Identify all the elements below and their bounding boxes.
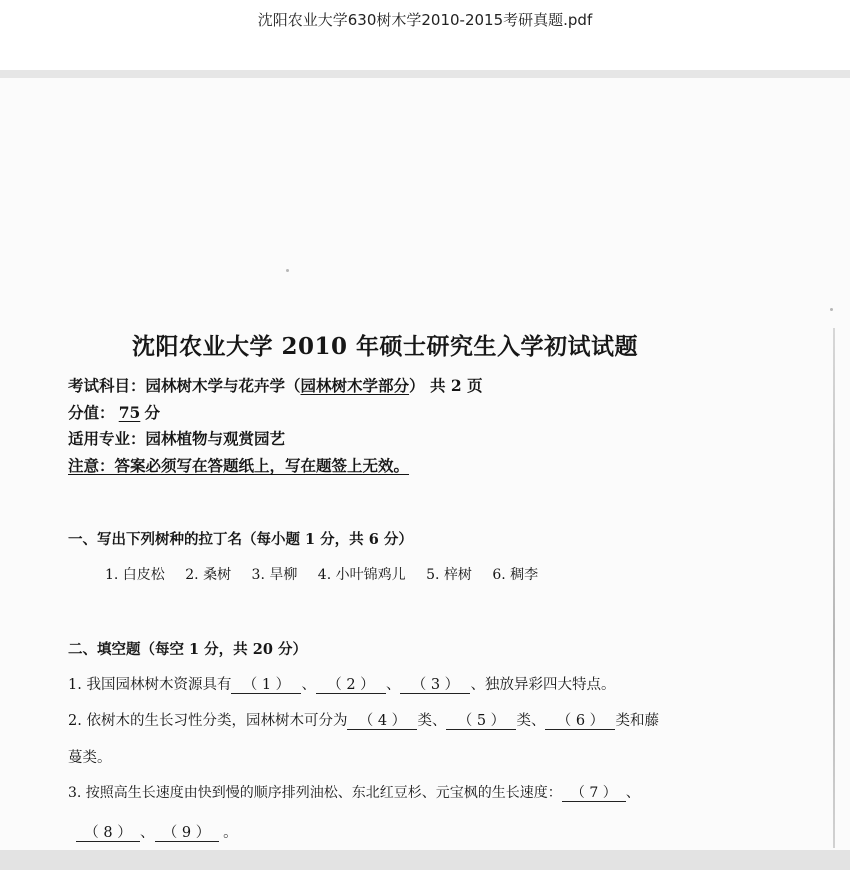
blank-1: （ 1 ） [231, 677, 301, 694]
blank-8: （ 8 ） [76, 825, 140, 842]
species-item: 5. 梓树 [426, 567, 472, 583]
score-value: 75 [118, 403, 141, 422]
exam-notice: 注意：答案必须写在答题纸上，写在题签上无效。 [68, 456, 410, 475]
blank-4: （ 4 ） [347, 713, 417, 730]
section-2-heading: 二、填空题（每空 1 分，共 20 分） [68, 641, 307, 658]
q1-suffix: 、独放异彩四大特点。 [470, 677, 616, 693]
q2-text-part: 类和藤 [615, 713, 659, 729]
subject-text: 园林树木学与花卉学（ [145, 376, 301, 395]
pdf-page [0, 78, 850, 850]
document-title: 沈阳农业大学630树木学2010-2015考研真题.pdf [257, 11, 593, 29]
question-1 [68, 673, 615, 694]
blank-3: （ 3 ） [400, 677, 470, 694]
q1-separator: 、 [385, 677, 401, 693]
exam-subject-line [68, 374, 483, 396]
species-list [105, 564, 554, 584]
section-1-heading: 一、写出下列树种的拉丁名（每小题 1 分，共 6 分） [68, 531, 413, 548]
q1-text: 1. 我国园林树木资源具有 [68, 677, 232, 693]
score-unit: 分 [144, 403, 161, 422]
blank-5: （ 5 ） [446, 713, 516, 730]
species-item: 1. 白皮松 [105, 567, 165, 583]
viewer-header [0, 0, 850, 70]
exam-title: 沈阳农业大学 2010 年硕士研究生入学初试试题 [132, 333, 639, 360]
major-value: 园林植物与观赏园艺 [145, 429, 286, 448]
blank-9: （ 9 ） [155, 825, 219, 842]
header-divider [0, 70, 850, 78]
q3-end: 。 [218, 825, 238, 841]
blank-2: （ 2 ） [316, 677, 386, 694]
score-label: 分值： [68, 403, 115, 422]
q2-text-part: 类、 [417, 713, 447, 729]
subject-label: 考试科目： [68, 376, 146, 395]
species-item: 3. 旱柳 [251, 567, 298, 583]
question-2 [68, 709, 659, 730]
score-line [68, 401, 160, 423]
q3-separator: 、 [625, 785, 640, 801]
subject-part: 园林树木学部分 [300, 376, 410, 395]
q2-text-part: 类、 [516, 713, 546, 729]
q3-separator: 、 [140, 825, 155, 841]
q2-text: 2. 依树木的生长习性分类，园林树木可分为 [68, 713, 348, 729]
scan-speck [286, 269, 289, 272]
question-3-continuation [76, 821, 238, 842]
scan-edge [833, 328, 835, 848]
major-label: 适用专业： [68, 429, 146, 448]
viewer-footer-bar [0, 850, 850, 870]
major-line [68, 427, 285, 449]
q3-text: 3. 按照高生长速度由快到慢的顺序排列油松、东北红豆杉、元宝枫的生长速度： [68, 785, 562, 801]
blank-7: （ 7 ） [562, 785, 626, 802]
question-2-continuation: 蔓类。 [68, 750, 112, 766]
q1-separator: 、 [301, 677, 316, 693]
species-item: 6. 稠李 [492, 567, 539, 583]
species-item: 4. 小叶锦鸡儿 [317, 567, 406, 583]
scan-speck [830, 308, 833, 311]
subject-pages: ） 共 2 页 [409, 376, 483, 395]
species-item: 2. 桑树 [185, 567, 232, 583]
blank-6: （ 6 ） [545, 713, 615, 730]
question-3 [68, 782, 640, 802]
